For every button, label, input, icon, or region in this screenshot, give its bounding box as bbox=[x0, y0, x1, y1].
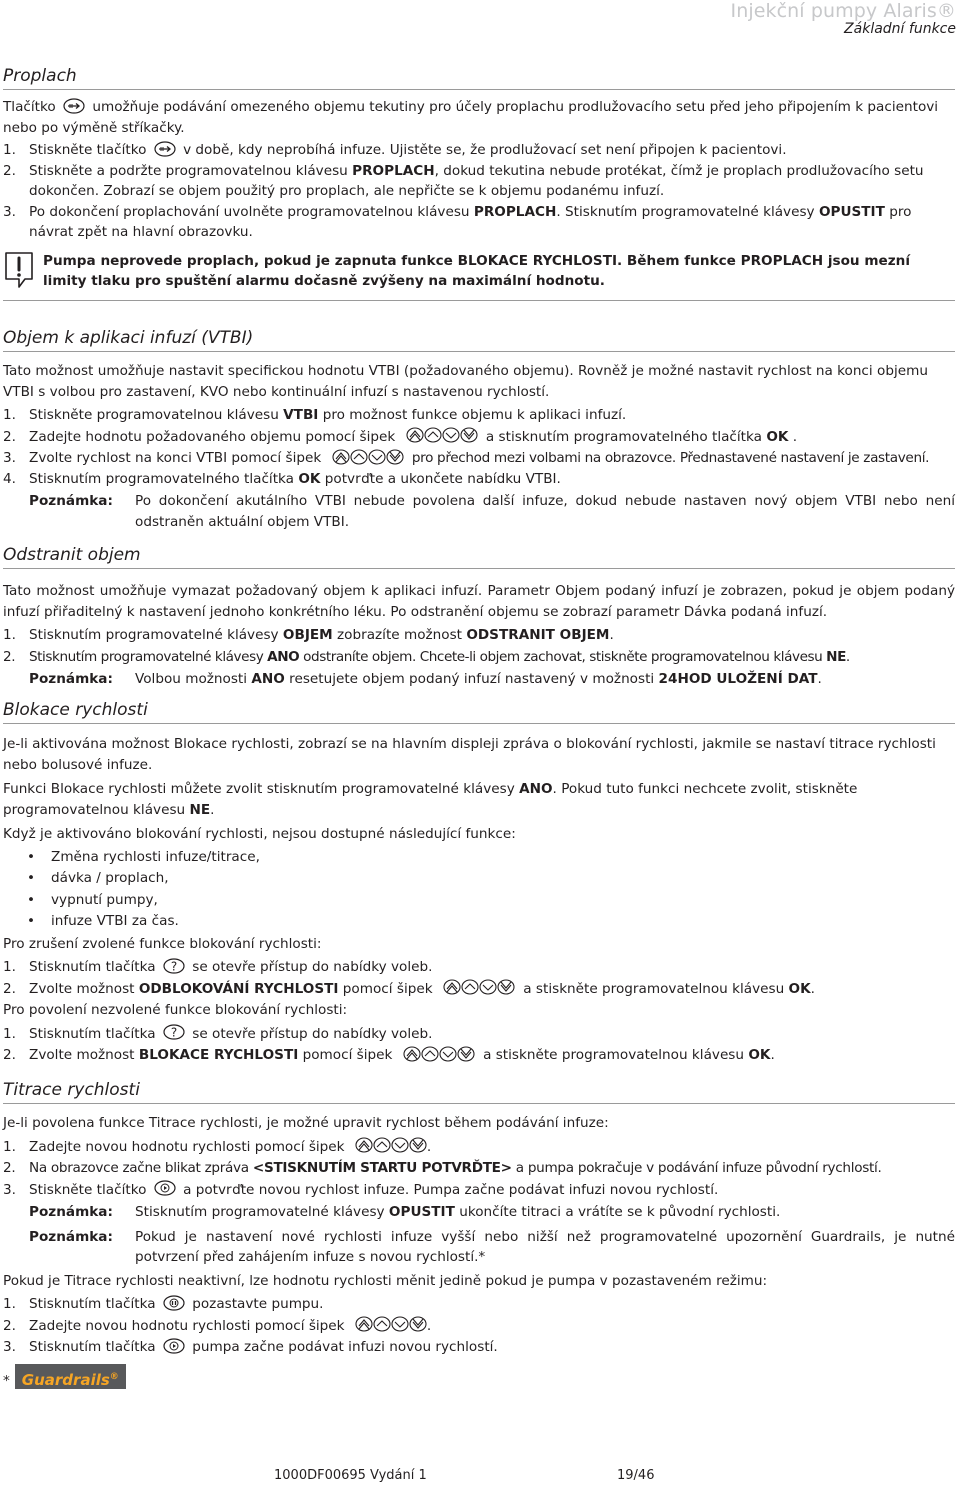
text: . bbox=[817, 671, 822, 687]
warning-box bbox=[3, 249, 955, 293]
text: Zvolte možnost bbox=[29, 980, 135, 997]
key-label: OK bbox=[788, 980, 811, 997]
section-proplach bbox=[3, 65, 955, 293]
text: zobrazíte možnost bbox=[337, 627, 463, 643]
text: Stisknutím tlačítka bbox=[29, 1296, 156, 1312]
paragraph: Pro zrušení zvolené funkce blokování rychlosti: bbox=[3, 935, 322, 952]
paragraph bbox=[3, 97, 955, 138]
list-number: 2. bbox=[3, 1047, 16, 1063]
list-number: 2. bbox=[3, 980, 16, 997]
list-number: 4. bbox=[3, 470, 16, 487]
text: Volbou možnosti bbox=[135, 671, 248, 687]
footnote bbox=[3, 1364, 126, 1389]
text: Zvolte rychlost na konci VTBI pomocí šipek bbox=[29, 450, 322, 466]
text: Stiskněte a podržte programovatelnou klávesu bbox=[29, 162, 348, 179]
list-number: 1. bbox=[3, 1138, 16, 1155]
note bbox=[3, 1227, 955, 1268]
text: . Pokud tuto funkci nechcete zvolit, stiskněte programovatelnou klávesu bbox=[3, 781, 858, 818]
text: pomocí šipek bbox=[342, 980, 433, 997]
key-label: ANO bbox=[267, 648, 300, 665]
text: Stisknutím tlačítka bbox=[29, 959, 156, 975]
key-label: ODSTRANIT OBJEM bbox=[466, 627, 610, 643]
list-item: • Změna rychlosti infuze/titrace, bbox=[3, 847, 955, 869]
chevron-arrows-icon bbox=[355, 1316, 427, 1332]
text: potvrďte a ukončete nabídku VTBI. bbox=[324, 470, 561, 487]
section-title: Blokace rychlosti bbox=[3, 699, 955, 724]
text: . bbox=[845, 648, 850, 665]
list-item bbox=[3, 1024, 955, 1045]
list-number: 3. bbox=[3, 1339, 16, 1355]
header-subtitle: Základní funkce bbox=[844, 21, 956, 37]
text: ukončíte titraci a vrátíte se k původní rychlosti. bbox=[459, 1204, 781, 1220]
text: a stiskněte programovatelnou klávesu bbox=[523, 980, 785, 997]
key-label: 24HOD ULOŽENÍ DAT bbox=[658, 671, 818, 687]
list-item bbox=[3, 161, 955, 202]
list-number: 2. bbox=[3, 648, 16, 665]
text: pomocí šipek bbox=[302, 1047, 393, 1063]
footnote-star: * bbox=[3, 1373, 10, 1389]
chevron-arrows-icon bbox=[403, 1046, 475, 1062]
key-label: ODBLOKOVÁNÍ RYCHLOSTI bbox=[138, 980, 339, 997]
list-item bbox=[3, 140, 955, 161]
text: Stiskněte tlačítko bbox=[29, 1181, 147, 1198]
text: . bbox=[210, 801, 215, 818]
text: Stisknutím tlačítka bbox=[29, 1339, 156, 1355]
section-title: Objem k aplikaci infuzí (VTBI) bbox=[3, 327, 955, 352]
list-number: 3. bbox=[3, 1181, 16, 1198]
list-item bbox=[3, 1180, 955, 1201]
text: resetujete objem podaný infuzí nastavený v možnosti bbox=[289, 671, 655, 687]
key-label: OBJEM bbox=[282, 627, 333, 643]
text: , dokud tekutina nebude protékat, čímž je proplach prodlužovacího setu dokončen. bbox=[29, 162, 924, 199]
list-item bbox=[3, 1045, 955, 1066]
page-header bbox=[731, 0, 957, 37]
key-label: OPUSTIT bbox=[818, 203, 885, 220]
list-number: 1. bbox=[3, 1296, 16, 1312]
options-button-icon bbox=[163, 1024, 185, 1040]
text: pro návrat zpět na hlavní obrazovku. bbox=[29, 203, 912, 240]
list-number: 1. bbox=[3, 959, 16, 975]
text: Zobrazí se objem použitý pro proplach, ale nepřičte se k objemu podanému infuzí. bbox=[103, 183, 665, 199]
note-label: Poznámka: bbox=[29, 493, 113, 509]
chevron-arrows-icon bbox=[332, 449, 404, 465]
note bbox=[3, 491, 955, 532]
key-label: OK bbox=[766, 428, 789, 445]
text: . bbox=[792, 428, 798, 445]
text: Změna rychlosti infuze/titrace, bbox=[51, 848, 260, 865]
purge-button-icon bbox=[154, 141, 176, 157]
text: Stiskněte tlačítko bbox=[29, 142, 147, 158]
chevron-arrows-icon bbox=[443, 979, 515, 995]
text: a stisknutím programovatelného tlačítka bbox=[485, 428, 762, 445]
key-label: BLOKACE RYCHLOSTI bbox=[138, 1047, 299, 1063]
section-odstranit-objem bbox=[3, 544, 955, 690]
text: pumpa začne podávat infuzi novou rychlostí. bbox=[192, 1339, 498, 1355]
text: v době, kdy neprobíhá infuze. Ujistěte se, že prodlužovací set není připojen k pacientovi. bbox=[183, 142, 787, 158]
text: . bbox=[426, 1317, 432, 1334]
list-item: • infuze VTBI za čas. bbox=[3, 911, 955, 933]
key-label: PROPLACH bbox=[352, 162, 435, 179]
note-text: Pokud je nastavení nové rychlosti infuze vyšší nebo nižší než programovatelné upozornění Guardrails, je nutné potvrzení před zahájením infuze s novou rychlostí.* bbox=[135, 1228, 955, 1265]
text: Zvolte možnost bbox=[29, 1047, 135, 1063]
key-label: OK bbox=[748, 1047, 771, 1063]
list-item bbox=[3, 469, 955, 490]
page-number: 19/46 bbox=[617, 1468, 655, 1483]
list-item bbox=[3, 647, 955, 668]
list-item bbox=[3, 427, 955, 448]
note bbox=[3, 1202, 955, 1223]
chevron-arrows-icon bbox=[406, 427, 478, 443]
guardrails-logo bbox=[15, 1364, 126, 1389]
list-item bbox=[3, 1316, 955, 1337]
list-number: 2. bbox=[3, 1160, 16, 1176]
key-label: PROPLACH bbox=[473, 203, 557, 220]
note-label: Poznámka: bbox=[29, 1228, 113, 1245]
text: . bbox=[609, 627, 614, 643]
text: vypnutí pumpy, bbox=[51, 891, 158, 908]
text: infuze VTBI za čas. bbox=[51, 913, 179, 929]
paragraph: Když je aktivováno blokování rychlosti, nejsou dostupné následující funkce: bbox=[3, 826, 516, 842]
key-label: VTBI bbox=[283, 407, 319, 423]
text: Stisknutím programovatelného tlačítka bbox=[29, 470, 294, 487]
list-item bbox=[3, 625, 955, 646]
logo-text: Guardrails bbox=[21, 1371, 110, 1389]
list-item bbox=[3, 957, 955, 978]
list-item bbox=[3, 405, 955, 426]
text: Stisknutím programovatelné klávesy bbox=[29, 627, 279, 643]
list-number: 2. bbox=[3, 162, 16, 179]
start-button-icon bbox=[154, 1180, 176, 1196]
list-item bbox=[3, 1294, 955, 1315]
svg-text:?: ? bbox=[170, 1025, 178, 1040]
paragraph: Je-li aktivována možnost Blokace rychlosti, zobrazí se na hlavním displeji zpráva o blokování rychlosti, jakmile se nastaví titrace rychlosti nebo bolusové infuze. bbox=[3, 736, 936, 773]
text: . bbox=[770, 1047, 775, 1063]
warning-text: Pumpa neprovede proplach, pokud je zapnuta funkce BLOKACE RYCHLOSTI. Během funkce PROPLACH jsou mezní limity tlaku pro spuštění alarmu dočasně zvýšeny na maximální hodnotu. bbox=[43, 252, 910, 289]
paragraph: Pokud je Titrace rychlosti neaktivní, lze hodnotu rychlosti měnit jedině pokud je pumpa v pozastaveném režimu: bbox=[3, 1272, 768, 1289]
list-item bbox=[3, 979, 955, 1000]
text: Stisknutím programovatelné klávesy bbox=[29, 648, 264, 665]
list-number: 2. bbox=[3, 1317, 16, 1334]
list-item bbox=[3, 202, 955, 243]
list-number: 3. bbox=[3, 203, 16, 220]
note-text: Po dokončení akutálního VTBI nebude povolena další infuze, dokud nebude nastaven nový objem VTBI nebo není odstraněn aktuální objem VTBI. bbox=[135, 493, 955, 530]
key-label: OK bbox=[298, 470, 321, 487]
text: Zadejte hodnotu požadovaného objemu pomocí šipek bbox=[29, 428, 396, 445]
document-number: 1000DF00695 Vydání 1 bbox=[274, 1468, 427, 1483]
list-number: 1. bbox=[3, 1025, 16, 1042]
paragraph: Pro povolení nezvolené funkce blokování rychlosti: bbox=[3, 1002, 348, 1018]
paragraph: Je-li povolena funkce Titrace rychlosti, je možné upravit rychlost během podávání infuze: bbox=[3, 1115, 609, 1131]
key-label: <STISKNUTÍM STARTU POTVRĎTE> bbox=[252, 1160, 512, 1176]
text: dávka / proplach, bbox=[51, 870, 169, 886]
pause-button-icon bbox=[163, 1295, 185, 1311]
text: odstraníte objem. Chcete-li objem zachovat, stiskněte programovatelnou klávesu bbox=[303, 648, 823, 665]
text: pro možnost funkce objemu k aplikaci infuzí. bbox=[322, 407, 627, 423]
text: . Stisknutím programovatelné klávesy bbox=[556, 203, 815, 220]
section-title: Proplach bbox=[3, 65, 955, 90]
key-label: NE bbox=[826, 648, 846, 665]
text: a pumpa pokračuje v podávání infuze původní rychlostí. bbox=[515, 1160, 882, 1176]
purge-button-icon bbox=[63, 98, 85, 114]
text: Na obrazovce začne blikat zpráva bbox=[29, 1160, 249, 1176]
section-title: Titrace rychlosti bbox=[3, 1079, 955, 1104]
divider bbox=[3, 300, 955, 301]
text: se otevře přístup do nabídky voleb. bbox=[192, 959, 433, 975]
paragraph bbox=[3, 779, 955, 820]
text: se otevře přístup do nabídky voleb. bbox=[192, 1025, 433, 1042]
text: . bbox=[426, 1138, 432, 1155]
bullet-list bbox=[3, 847, 955, 933]
note-label: Poznámka: bbox=[29, 1204, 113, 1220]
exclamation-warning-icon bbox=[3, 251, 35, 289]
options-button-icon bbox=[163, 958, 185, 974]
header-title: Injekční pumpy Alaris® bbox=[730, 0, 956, 22]
list-number: 1. bbox=[3, 142, 16, 158]
text: Stisknutím programovatelné klávesy bbox=[135, 1204, 385, 1220]
text: Po dokončení proplachování uvolněte programovatelnou klávesu bbox=[29, 203, 470, 220]
key-label: ANO bbox=[519, 781, 553, 797]
text: Zadejte novou hodnotu rychlosti pomocí šipek bbox=[29, 1317, 345, 1334]
section-titrace-rychlosti bbox=[3, 1079, 955, 1358]
list-item bbox=[3, 1337, 955, 1358]
text: Zadejte novou hodnotu rychlosti pomocí šipek bbox=[29, 1138, 345, 1155]
key-label: ANO bbox=[251, 671, 285, 687]
note-label: Poznámka: bbox=[29, 671, 113, 687]
list-item bbox=[3, 1158, 955, 1179]
list-number: 1. bbox=[3, 407, 16, 423]
list-item bbox=[3, 448, 955, 469]
section-blokace-rychlosti bbox=[3, 699, 955, 1066]
section-vtbi bbox=[3, 327, 955, 532]
text: pozastavte pumpu. bbox=[192, 1296, 324, 1312]
text: Stisknutím tlačítka bbox=[29, 1025, 156, 1042]
list-item: • dávka / proplach, bbox=[3, 868, 955, 890]
text: pro přechod mezi volbami na obrazovce. Přednastavené nastavení je zastavení. bbox=[411, 450, 930, 466]
text: . bbox=[810, 980, 815, 997]
svg-text:?: ? bbox=[170, 959, 178, 973]
list-number: 1. bbox=[3, 627, 16, 643]
key-label: NE bbox=[189, 801, 211, 818]
start-button-icon bbox=[163, 1338, 185, 1354]
text: a stiskněte programovatelnou klávesu bbox=[483, 1047, 745, 1063]
text: umožňuje podávání omezeného objemu tekutiny pro účely proplachu prodlužovacího setu před jeho připojením k pacientovi nebo po výměně stříkačky. bbox=[3, 99, 939, 136]
section-title: Odstranit objem bbox=[3, 544, 955, 569]
paragraph: Tato možnost umožňuje nastavit specifickou hodnotu VTBI (požadovaného objemu). Rovněž je možné nastavit rychlost na konci objemu VTBI s volbou pro zastavení, KVO nebo kontinuální infuzí s nastavenou rychlostí. bbox=[3, 363, 928, 400]
logo-reg: ® bbox=[109, 1372, 119, 1382]
text: a potvrďte novou rychlost infuze. Pumpa začne podávat infuzi novou rychlostí. bbox=[183, 1181, 719, 1198]
text: Stiskněte programovatelnou klávesu bbox=[29, 407, 279, 423]
list-number: 2. bbox=[3, 428, 16, 445]
key-label: OPUSTIT bbox=[388, 1204, 455, 1220]
note bbox=[3, 669, 955, 690]
chevron-arrows-icon bbox=[355, 1137, 427, 1153]
list-number: 3. bbox=[3, 450, 16, 466]
list-item: • vypnutí pumpy, bbox=[3, 890, 955, 912]
text: Funkci Blokace rychlosti můžete zvolit stisknutím programovatelné klávesy bbox=[3, 781, 515, 797]
list-item bbox=[3, 1137, 955, 1158]
paragraph: Tato možnost umožňuje vymazat požadovaný objem k aplikaci infuzí. Parametr Objem podaný infuzí je zobrazen, pokud je objem podaný infuzí přiřaditelný k nastavení jednoho konkrétního léku. Po odstranění objemu se zobrazí parametr Dávka podaná infuzí. bbox=[3, 583, 955, 620]
text: Tlačítko bbox=[3, 99, 56, 115]
